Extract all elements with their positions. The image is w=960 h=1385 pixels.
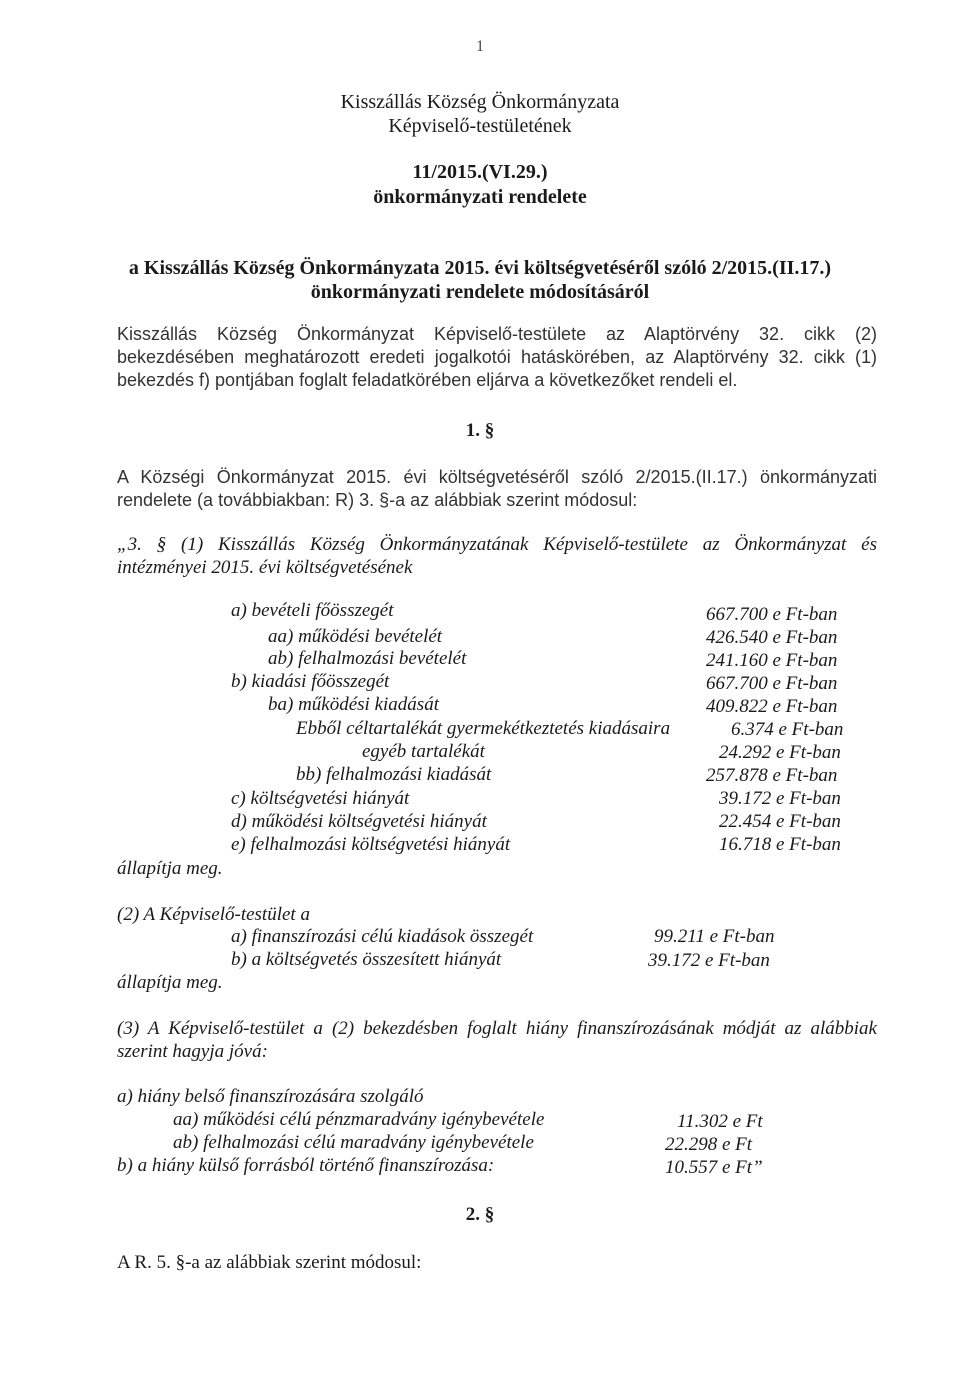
budget-value: 22.454 e Ft-ban (719, 811, 841, 832)
budget-value: 257.878 e Ft-ban (706, 765, 838, 786)
financing-label: aa) működési célú pénzmaradvány igénybevétele (173, 1109, 545, 1130)
paragraph-3-line-1: (3) A Képviselő-testület a (2) bekezdésben foglalt hiány finanszírozásának módját az alábbiak (117, 1018, 877, 1039)
section-2-text: A R. 5. §-a az alábbiak szerint módosul: (117, 1252, 422, 1273)
budget-value: 6.374 e Ft-ban (731, 719, 844, 740)
budget-value: 667.700 e Ft-ban (706, 673, 838, 694)
budget-label: Ebből céltartalékát gyermekétkeztetés kiadásaira (296, 718, 671, 739)
section-1-line-1: A Községi Önkormányzat 2015. évi költségvetéséről szóló 2/2015.(II.17.) önkormányzati (117, 467, 877, 487)
decree-type: önkormányzati rendelete (373, 186, 587, 208)
financing-label: a) hiány belső finanszírozására szolgáló (117, 1086, 424, 1107)
issuer-name: Kisszállás Község Önkormányzata (340, 91, 620, 113)
preamble-line-1: Kisszállás Község Önkormányzat Képviselő-testülete az Alaptörvény 32. cikk (2) (117, 324, 877, 344)
decree-subject-1: a Kisszállás Község Önkormányzata 2015. évi költségvetéséről szóló 2/2015.(II.17.) (128, 257, 832, 279)
establishes-text: állapítja meg. (117, 972, 223, 993)
budget-value: 667.700 e Ft-ban (706, 604, 838, 625)
budget-value: 241.160 e Ft-ban (706, 650, 838, 671)
quote-intro (117, 533, 877, 579)
establishes-text: állapítja meg. (117, 858, 223, 879)
budget-label: bb) felhalmozási kiadását (296, 764, 492, 785)
issuer-body: Képviselő-testületének (388, 115, 572, 137)
financing-value: 10.557 e Ft” (665, 1157, 763, 1178)
section-1-title: 1. § (465, 420, 495, 441)
preamble-line-2: bekezdésében meghatározott eredeti jogalkotói hatáskörében, az Alaptörvény 32. cikk (1) (117, 347, 877, 367)
financing-value: 22.298 e Ft (665, 1134, 753, 1155)
budget-label: b) kiadási főösszegét (231, 671, 390, 692)
financing-value: 11.302 e Ft (677, 1111, 763, 1132)
paragraph-3 (117, 1017, 877, 1063)
budget-value: 409.822 e Ft-ban (706, 696, 838, 717)
budget-value: 426.540 e Ft-ban (706, 627, 838, 648)
budget-label: a) bevételi főösszegét (231, 600, 394, 621)
paragraph-2-item-value: 99.211 e Ft-ban (654, 926, 775, 947)
budget-label: e) felhalmozási költségvetési hiányát (231, 834, 511, 855)
preamble-line-3: bekezdés f) pontjában foglalt feladatkörében eljárva a következőket rendeli el. (117, 370, 738, 390)
section-2-title: 2. § (465, 1204, 495, 1225)
page-number: 1 (476, 38, 484, 55)
budget-value: 24.292 e Ft-ban (719, 742, 841, 763)
budget-label: ba) működési kiadását (268, 694, 439, 715)
budget-label: ab) felhalmozási bevételét (268, 648, 467, 669)
budget-label: c) költségvetési hiányát (231, 788, 410, 809)
paragraph-2-item-label: a) finanszírozási célú kiadások összegét (231, 926, 534, 947)
quote-intro-line-2: intézményei 2015. évi költségvetésének (117, 557, 413, 578)
decree-subject-2: önkormányzati rendelete módosításáról (310, 281, 650, 303)
budget-label: aa) működési bevételét (268, 626, 443, 647)
financing-label: b) a hiány külső forrásból történő finanszírozása: (117, 1155, 495, 1176)
budget-label: egyéb tartalékát (362, 741, 485, 762)
paragraph-3-line-2: szerint hagyja jóvá: (117, 1041, 268, 1062)
quote-intro-line-1: „3. § (1) Kisszállás Község Önkormányzatának Képviselő-testülete az Önkormányzat és (117, 534, 877, 555)
section-1-text (117, 466, 877, 512)
paragraph-2-item-value: 39.172 e Ft-ban (648, 950, 770, 971)
section-1-line-2: rendelete (a továbbiakban: R) 3. §-a az alábbiak szerint módosul: (117, 490, 638, 510)
budget-label: d) működési költségvetési hiányát (231, 811, 487, 832)
preamble (117, 323, 877, 392)
decree-number: 11/2015.(VI.29.) (412, 161, 548, 183)
financing-label: ab) felhalmozási célú maradvány igénybevétele (173, 1132, 534, 1153)
budget-value: 16.718 e Ft-ban (719, 834, 841, 855)
paragraph-2-item-label: b) a költségvetés összesített hiányát (231, 949, 502, 970)
budget-value: 39.172 e Ft-ban (719, 788, 841, 809)
paragraph-2-title: (2) A Képviselő-testület a (117, 904, 310, 925)
